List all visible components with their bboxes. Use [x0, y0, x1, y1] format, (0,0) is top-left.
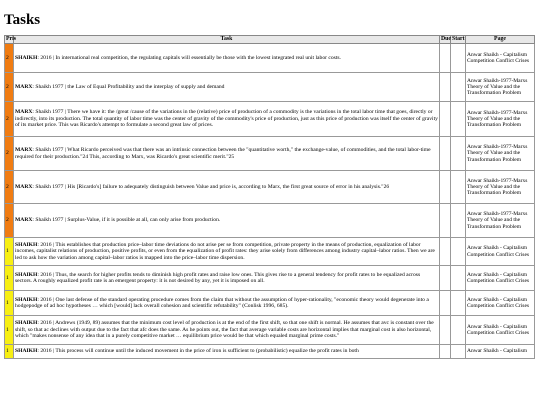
page-cell: Anwar Shaikh - Capitalism Competition Conflict Crises [466, 44, 535, 73]
task-cell[interactable] [14, 266, 440, 291]
task-text: : 2016 | In international real competition, the regulating capitals will essentially be those with the lowest integrated real unit labor costs. [37, 54, 341, 61]
column-header-due[interactable]: Due [441, 36, 451, 43]
task-author: MARX [15, 183, 33, 190]
table-row[interactable] [5, 44, 535, 73]
task-text: : 2016 | This establishes that production price–labor time deviations do not arise per se from competition, private property in the means of production, equalization of labor incomes, capitalist relations of production, positive profits, or even from the equalization of profit rates: they arise solely from differences among industry capital–labor ratios. Then we are led to ask how the variation among capital–labor ratios is mapped into the price–labor time dispersion. [15, 241, 435, 261]
column-header-pris[interactable]: Pris [6, 36, 16, 43]
start-cell[interactable] [451, 204, 466, 238]
task-author: SHAIKH [15, 241, 38, 248]
task-cell[interactable] [14, 44, 440, 73]
task-text: : 2016 | One last defense of the standard operating procedure comes from the claim that without the assumption of hyper-rationality, "economic theory would degenerate into a hodgepodge of ad hoc hypotheses … which [would] lack overall cohesion and scientific refutability" (Conlisk 1996, 685). [15, 296, 429, 309]
table-row[interactable] [5, 137, 535, 171]
table-row[interactable] [5, 204, 535, 238]
page-cell: Anwar Shaikh - Capitalism [466, 345, 535, 359]
priority-cell: 1 [5, 345, 14, 359]
due-cell[interactable] [440, 171, 451, 204]
start-cell[interactable] [451, 291, 466, 316]
start-cell[interactable] [451, 102, 466, 137]
task-text: : Shaikh 1977 | His [Ricardo's] failure to adequately distinguish between Value and price is, according to Marx, the first great source of error in his analysis."26 [32, 183, 390, 190]
task-cell[interactable] [14, 345, 440, 359]
task-text: : Shaikh 1977 | Surplus-Value, if it is possible at all, can only arise from production. [32, 217, 221, 224]
column-header-task[interactable]: Task [14, 36, 440, 44]
due-cell[interactable] [440, 266, 451, 291]
column-header-page[interactable]: Page [466, 36, 535, 44]
page-cell: Anwar Shaikh-1977-Marxs Theory of Value and the Transformation Problem [466, 137, 535, 171]
start-cell[interactable] [451, 266, 466, 291]
task-cell[interactable] [14, 291, 440, 316]
page-cell: Anwar Shaikh-1977-Marxs Theory of Value and the Transformation Problem [466, 102, 535, 137]
start-cell[interactable] [451, 316, 466, 345]
task-cell[interactable] [14, 204, 440, 238]
due-cell[interactable] [440, 73, 451, 102]
table-row[interactable] [5, 238, 535, 266]
table-row[interactable] [5, 171, 535, 204]
start-cell[interactable] [451, 44, 466, 73]
task-cell[interactable] [14, 137, 440, 171]
page-cell: Anwar Shaikh-1977-Marxs Theory of Value and the Transformation Problem [466, 73, 535, 102]
task-author: SHAIKH [15, 271, 38, 278]
table-row[interactable] [5, 316, 535, 345]
task-text: : 2016 | Thus, the search for higher profits tends to diminish high profit rates and raise low ones. This gives rise to a general tendency for profit rates to be equalized across sectors. A roughly equalized profit rate is an emergent property: it is not desired by any, yet it is imposed on all. [15, 271, 421, 284]
task-author: MARX [15, 147, 33, 154]
due-cell[interactable] [440, 238, 451, 266]
table-row[interactable] [5, 291, 535, 316]
page-cell: Anwar Shaikh-1977-Marxs Theory of Value and the Transformation Problem [466, 204, 535, 238]
task-text: : Shaikh 1977 | What Ricardo perceived was that there was an intrinsic connection between the "quantitative worth," the exchange-value, of commodities, and the total labor-time required for their production."24 This, according to Marx, was Ricardo's great scientific merit."25 [15, 147, 431, 160]
start-cell[interactable] [451, 238, 466, 266]
task-author: MARX [15, 83, 33, 90]
task-cell[interactable] [14, 238, 440, 266]
page-cell: Anwar Shaikh - Capitalism Competition Conflict Crises [466, 316, 535, 345]
page-cell: Anwar Shaikh-1977-Marxs Theory of Value and the Transformation Problem [466, 171, 535, 204]
priority-cell: 1 [5, 238, 14, 266]
task-cell[interactable] [14, 73, 440, 102]
task-text: : 2016 | This process will continue until the induced movement in the price of iron is sufficient to (probabilistic) equalize the profit rates in both [37, 348, 359, 355]
priority-cell: 1 [5, 291, 14, 316]
start-cell[interactable] [451, 171, 466, 204]
due-cell[interactable] [440, 345, 451, 359]
table-row[interactable] [5, 73, 535, 102]
task-table [4, 35, 535, 359]
start-cell[interactable] [451, 73, 466, 102]
task-text: : Shaikh 1977 | the Law of Equal Profitability and the interplay of supply and demand [32, 83, 225, 90]
task-text: : 2016 | Andrews (1949, 89) assumes that the minimum cost level of production is at the end of the first shift, so that one shift is normal. He assumes that avc is constant over the shift, so that ac declines with output due to the fact that afc does the same. As he points out, the fact that average variable costs are horizontal implies that marginal cost is also horizontal, which "makes nonsense of any idea that in a purely competitive market … equilibrium price would be that which equaled marginal prime costs." [15, 320, 434, 340]
task-author: SHAIKH [15, 320, 38, 327]
page-title: Tasks [4, 12, 41, 28]
task-author: SHAIKH [15, 296, 38, 303]
table-header-row [5, 36, 535, 44]
task-cell[interactable] [14, 316, 440, 345]
task-cell[interactable] [14, 171, 440, 204]
start-cell[interactable] [451, 137, 466, 171]
task-author: SHAIKH [15, 348, 38, 355]
priority-cell: 2 [5, 137, 14, 171]
task-author: SHAIKH [15, 54, 38, 61]
task-author: MARX [15, 217, 33, 224]
priority-cell: 1 [5, 266, 14, 291]
page-cell: Anwar Shaikh - Capitalism Competition Conflict Crises [466, 266, 535, 291]
due-cell[interactable] [440, 204, 451, 238]
page-cell: Anwar Shaikh - Capitalism Competition Conflict Crises [466, 291, 535, 316]
table-row[interactable] [5, 102, 535, 137]
priority-cell: 2 [5, 73, 14, 102]
due-cell[interactable] [440, 316, 451, 345]
task-text: : Shaikh 1977 | There we have it: the /great /cause of the variations in the (relative) price of production of a commodity is the variations in the total labor time that goes, directly or indirectly, into its production. The total quantity of labor time was the center of gravity of the commodity's price of production, just as this price of production was itself the center of gravity of its market price. This was Ricardo's attempt to formulate a second great law of prices. [15, 109, 438, 129]
priority-cell: 1 [5, 316, 14, 345]
page-cell: Anwar Shaikh - Capitalism Competition Conflict Crises [466, 238, 535, 266]
table-row[interactable] [5, 345, 535, 359]
due-cell[interactable] [440, 137, 451, 171]
priority-cell: 2 [5, 102, 14, 137]
column-header-start[interactable]: Start [452, 36, 465, 43]
due-cell[interactable] [440, 102, 451, 137]
start-cell[interactable] [451, 345, 466, 359]
priority-cell: 2 [5, 171, 14, 204]
due-cell[interactable] [440, 44, 451, 73]
task-author: MARX [15, 109, 33, 116]
table-row[interactable] [5, 266, 535, 291]
priority-cell: 2 [5, 204, 14, 238]
task-cell[interactable] [14, 102, 440, 137]
priority-cell: 2 [5, 44, 14, 73]
due-cell[interactable] [440, 291, 451, 316]
